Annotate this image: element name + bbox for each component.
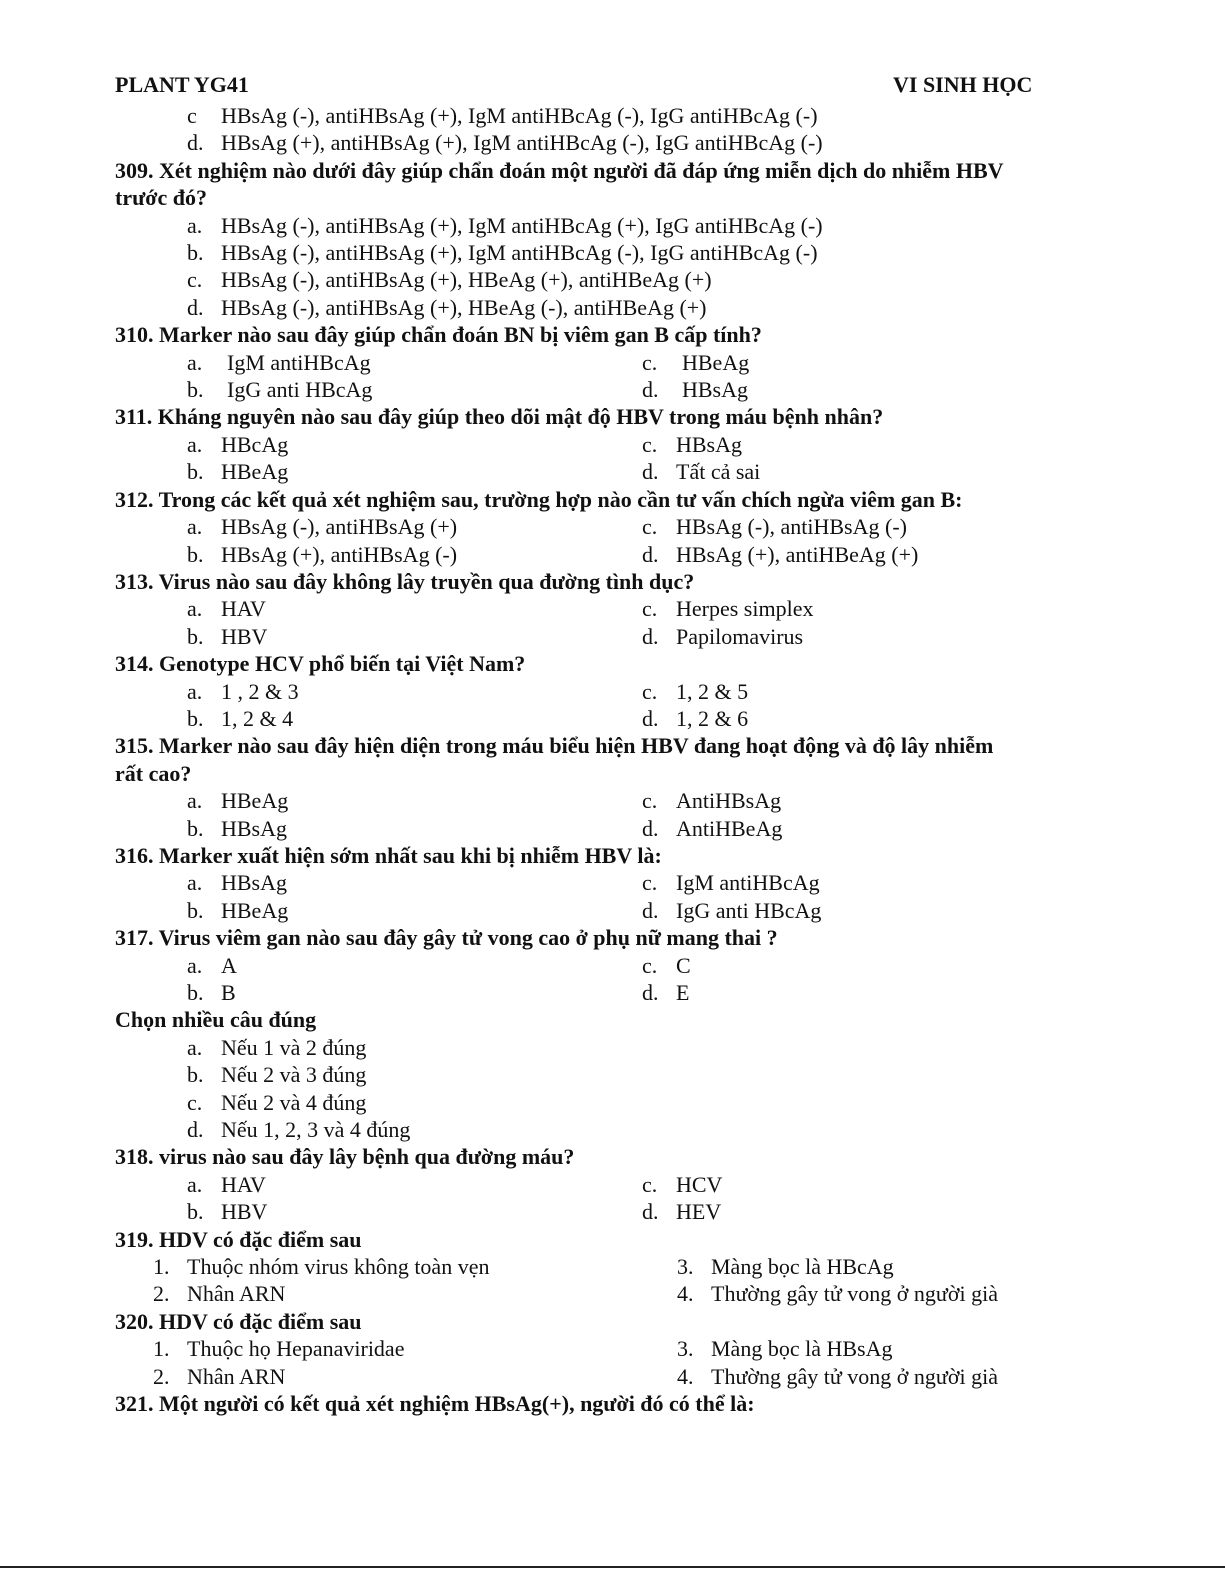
option-pair: a. IgM antiHBcAg c. HBeAg: [187, 349, 750, 375]
question-321: 321. Một người có kết quả xét nghiệm HBsAg(+), người đó có thể là:: [115, 1391, 755, 1417]
question-319: 319. HDV có đặc điểm sau: [115, 1226, 362, 1252]
option-pair: b. HBeAg d. Tất cả sai: [187, 459, 761, 485]
option-pair: b. IgG anti HBcAg d. HBsAg: [187, 377, 749, 403]
question-309: 309. Xét nghiệm nào dưới đây giúp chẩn đoán một người đã đáp ứng miễn dịch do nhiễm HBV: [115, 157, 1004, 183]
option-pair: a. HBsAg (-), antiHBsAg (+) c. HBsAg (-), antiHBsAg (-): [187, 514, 907, 540]
item-pair: 2. Nhân ARN 4. Thường gây tử vong ở người già: [153, 1363, 998, 1389]
header-left: PLANT YG41: [115, 72, 249, 97]
option-pair: b. HBV d. Papilomavirus: [187, 623, 804, 649]
option-row: c HBsAg (-), antiHBsAg (+), IgM antiHBcAg (-), IgG antiHBcAg (-): [187, 103, 818, 128]
question-317: 317. Virus viêm gan nào sau đây gây tử vong cao ở phụ nữ mang thai ?: [115, 925, 778, 951]
question-316: 316. Marker xuất hiện sớm nhất sau khi bị nhiễm HBV là:: [115, 842, 662, 868]
option-row: b. HBsAg (-), antiHBsAg (+), IgM antiHBcAg (-), IgG antiHBcAg (-): [187, 240, 818, 266]
question-312: 312. Trong các kết quả xét nghiệm sau, trường hợp nào cần tư vấn chích ngừa viêm gan B:: [115, 486, 963, 512]
option-pair: b. HBsAg (+), antiHBsAg (-) d. HBsAg (+), antiHBeAg (+): [187, 541, 919, 567]
question-list: [115, 102, 1100, 1418]
option-pair: a. HBeAg c. AntiHBsAg: [187, 788, 782, 814]
option-pair: b. B d. E: [187, 980, 690, 1005]
item-pair: 1. Thuộc họ Hepanaviridae 3. Màng bọc là HBsAg: [153, 1336, 893, 1362]
option-pair: a. A c. C: [187, 952, 691, 978]
item-pair: 2. Nhân ARN 4. Thường gây tử vong ở người già: [153, 1281, 998, 1307]
question-310: 310. Marker nào sau đây giúp chẩn đoán BN bị viêm gan B cấp tính?: [115, 322, 762, 348]
item-pair: 1. Thuộc nhóm virus không toàn vẹn 3. Màng bọc là HBcAg: [153, 1254, 894, 1280]
option-pair: b. HBV d. HEV: [187, 1199, 722, 1225]
question-313: 313. Virus nào sau đây không lây truyền qua đường tình dục?: [115, 568, 695, 594]
header-right: VI SINH HỌC: [893, 72, 1033, 97]
option-pair: a. HAV c. HCV: [187, 1171, 723, 1197]
option-row: d. HBsAg (-), antiHBsAg (+), HBeAg (-), antiHBeAg (+): [187, 294, 707, 320]
question-314: 314. Genotype HCV phổ biến tại Việt Nam?: [115, 651, 526, 677]
option-row: a. HBsAg (-), antiHBsAg (+), IgM antiHBcAg (+), IgG antiHBcAg (-): [187, 212, 823, 238]
section-title: Chọn nhiều câu đúng: [115, 1007, 317, 1033]
option-pair: a. HBcAg c. HBsAg: [187, 431, 743, 457]
question-320: 320. HDV có đặc điểm sau: [115, 1308, 362, 1334]
question-311: 311. Kháng nguyên nào sau đây giúp theo dõi mật độ HBV trong máu bệnh nhân?: [115, 404, 884, 430]
option-pair: b. HBsAg d. AntiHBeAg: [187, 815, 783, 841]
question-315: 315. Marker nào sau đây hiện diện trong máu biểu hiện HBV đang hoạt động và độ lây nhiễm: [115, 733, 994, 759]
option-pair: a. 1 , 2 & 3 c. 1, 2 & 5: [187, 678, 749, 704]
question-315-cont: rất cao?: [115, 760, 192, 786]
option-row: a. Nếu 1 và 2 đúng: [187, 1034, 367, 1060]
option-pair: a. HBsAg c. IgM antiHBcAg: [187, 870, 820, 896]
option-row: c. Nếu 2 và 4 đúng: [187, 1089, 367, 1115]
question-309-cont: trước đó?: [115, 185, 207, 211]
option-row: b. Nếu 2 và 3 đúng: [187, 1062, 367, 1088]
option-pair: b. 1, 2 & 4 d. 1, 2 & 6: [187, 705, 749, 731]
option-row: d. Nếu 1, 2, 3 và 4 đúng: [187, 1117, 411, 1143]
page-bottom-border: [0, 1566, 1225, 1568]
question-318: 318. virus nào sau đây lây bệnh qua đường máu?: [115, 1144, 575, 1170]
option-row: d. HBsAg (+), antiHBsAg (+), IgM antiHBcAg (-), IgG antiHBcAg (-): [187, 130, 823, 156]
option-row: c. HBsAg (-), antiHBsAg (+), HBeAg (+), antiHBeAg (+): [187, 267, 712, 293]
option-pair: b. HBeAg d. IgG anti HBcAg: [187, 897, 822, 923]
option-pair: a. HAV c. Herpes simplex: [187, 596, 814, 622]
